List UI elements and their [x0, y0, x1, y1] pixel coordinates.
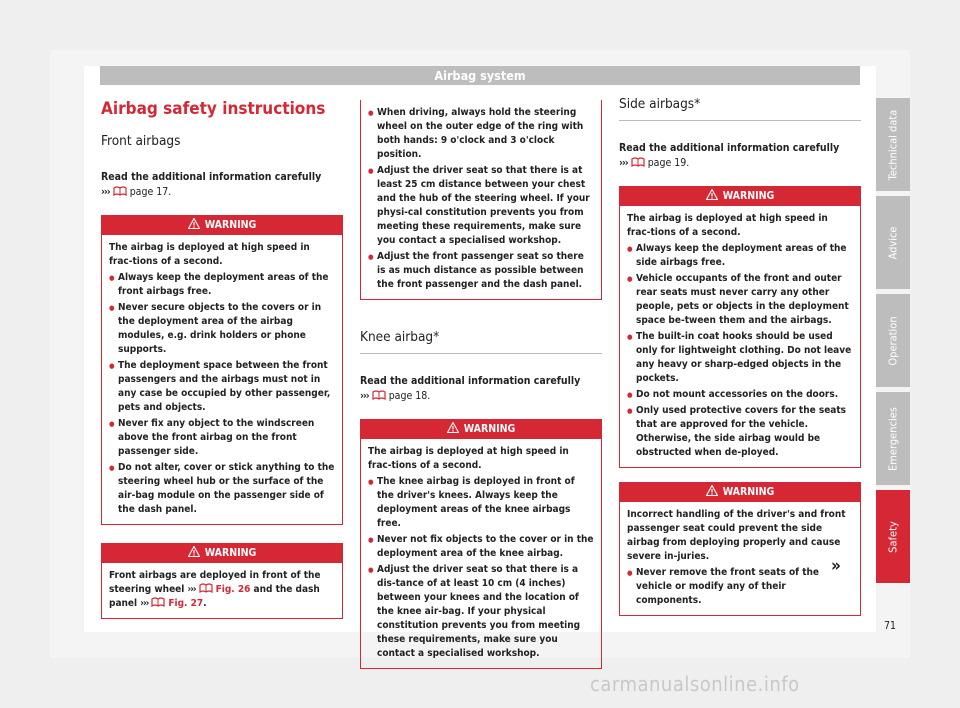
warning-bullet: ● Do not mount accessories on the doors. [627, 388, 853, 402]
page-title: Airbag safety instructions [101, 99, 326, 119]
warning-intro: The airbag is deployed at high speed in frac-tions of a second. [627, 213, 828, 238]
warning-box [101, 215, 343, 525]
book-icon [151, 597, 165, 607]
warning-label: WARNING [722, 190, 775, 202]
warning-box: WARNING Front airbags are deployed in front of the steering wheel ››› Fig. 26 and the dash panel ››› Fig. 27. [101, 543, 343, 619]
tab-advice[interactable]: Advice [876, 196, 910, 289]
warning-bullet: ● Always keep the deployment areas of the side airbags free. [627, 242, 853, 270]
read-more-note: Read the additional information carefully ››› page 17. [101, 171, 322, 198]
warning-bullet: ● Never secure objects to the covers or in the deployment area of the airbag modules, e.g. drink holders or phone supports. [109, 301, 335, 357]
warning-bullet: ● Do not alter, cover or stick anything to the steering wheel hub or the surface of the air-bag module on the passenger side of the dash panel. [109, 461, 335, 517]
tab-technical-data[interactable]: Technical data [876, 98, 910, 191]
warning-bullet: ● Adjust the front passenger seat so there is as much distance as possible between the front passenger and the dash panel. [368, 250, 594, 292]
warning-bullet: ● Always keep the deployment areas of the front airbags free. [109, 271, 335, 299]
warning-box [360, 419, 602, 669]
warning-bullets [109, 271, 335, 517]
warning-box [619, 482, 861, 616]
column-knee-airbag [360, 100, 602, 669]
tab-safety[interactable]: Safety [876, 490, 910, 583]
warning-triangle-icon [706, 484, 718, 495]
warning-bullet: ● When driving, always hold the steering wheel on the outer edge of the ring with both hands: 9 o'clock and 3 o'clock position. [368, 106, 594, 162]
warning-label: WARNING [463, 423, 516, 435]
section-header: Airbag system [100, 66, 860, 85]
warning-bullet: ● Never fix any object to the windscreen above the front airbag on the front passenger side. [109, 417, 335, 459]
column-front-airbags [101, 98, 343, 619]
continue-arrow-icon: » [831, 556, 841, 576]
tab-operation[interactable]: Operation [876, 294, 910, 387]
chapter-tabs [876, 98, 910, 588]
warning-bullet: ● Adjust the driver seat so that there is at least 25 cm distance between your chest and the hub of the steering wheel. If your physi-cal constitution prevents you from meeting these requirements, make sure you contact a specialised workshop. [368, 164, 594, 248]
warning-bullet: ● The knee airbag is deployed in front of the driver's knees. Always keep the deployment areas of the knee airbags free. [368, 475, 594, 531]
warning-triangle-icon [188, 217, 200, 228]
warning-bullet: ● Only used protective covers for the seats that are approved for the vehicle. Otherwise, the side airbag would be obstructed when de-ployed. [627, 404, 853, 460]
warning-triangle-icon [447, 421, 459, 432]
warning-intro: The airbag is deployed at high speed in frac-tions of a second. [368, 446, 569, 471]
page-reference-link[interactable]: page 17. [129, 185, 172, 198]
page-reference-link[interactable]: page 18. [388, 389, 431, 402]
figure-reference-link[interactable]: Fig. 27 [168, 598, 204, 609]
watermark-logo: carmanualsonline.info [590, 672, 800, 696]
reference-arrows: ››› [360, 389, 369, 402]
warning-triangle-icon [188, 545, 200, 556]
warning-box-continued [360, 100, 602, 300]
figure-reference-link[interactable]: Fig. 26 [215, 584, 251, 595]
knee-airbag-heading: Knee airbag* [360, 329, 440, 345]
book-icon [113, 186, 127, 196]
warning-intro: Incorrect handling of the driver's and front passenger seat could prevent the side airbag from deploying properly and cause severe in-juries. [627, 509, 846, 562]
warning-bullet: ● Never not fix objects to the cover or in the deployment area of the knee airbag. [368, 533, 594, 561]
warning-label: WARNING [204, 547, 257, 559]
book-icon [199, 583, 213, 593]
page-number: 71 [884, 620, 897, 632]
warning-triangle-icon [706, 188, 718, 199]
side-airbags-heading: Side airbags* [619, 96, 701, 112]
page-reference-link[interactable]: page 19. [647, 156, 690, 169]
book-icon [631, 157, 645, 167]
warning-box [619, 186, 861, 468]
reference-arrows: ››› [619, 156, 628, 169]
warning-bullet: ● Never remove the front seats of the vehicle or modify any of their components. [627, 566, 853, 608]
warning-bullet: ● The deployment space between the front passengers and the airbags must not in any case be occupied by other passenger, pets and objects. [109, 359, 335, 415]
warning-bullet: ● Adjust the driver seat so that there is a dis-tance of at least 10 cm (4 inches) between your knees and the location of the knee air-bag. If your physical constitution prevents you from meeting these requirements, make sure you contact a specialised workshop. [368, 563, 594, 661]
warning-label: WARNING [722, 486, 775, 498]
warning-bullet: ● The built-in coat hooks should be used only for lightweight clothing. Do not leave any heavy or sharp-edged objects in the pockets. [627, 330, 853, 386]
front-airbags-heading: Front airbags [101, 133, 181, 149]
warning-intro: The airbag is deployed at high speed in frac-tions of a second. [109, 242, 310, 267]
read-more-note: Read the additional information carefully ››› page 19. [619, 142, 840, 169]
read-more-note: Read the additional information carefully ››› page 18. [360, 375, 581, 402]
warning-bullet: ● Vehicle occupants of the front and outer rear seats must never carry any other people, pets or objects in the deployment space be-tween them and the airbags. [627, 272, 853, 328]
column-side-airbags [619, 95, 861, 616]
reference-arrows: ››› [101, 185, 110, 198]
warning-label: WARNING [204, 219, 257, 231]
tab-emergencies[interactable]: Emergencies [876, 392, 910, 485]
book-icon [372, 390, 386, 400]
